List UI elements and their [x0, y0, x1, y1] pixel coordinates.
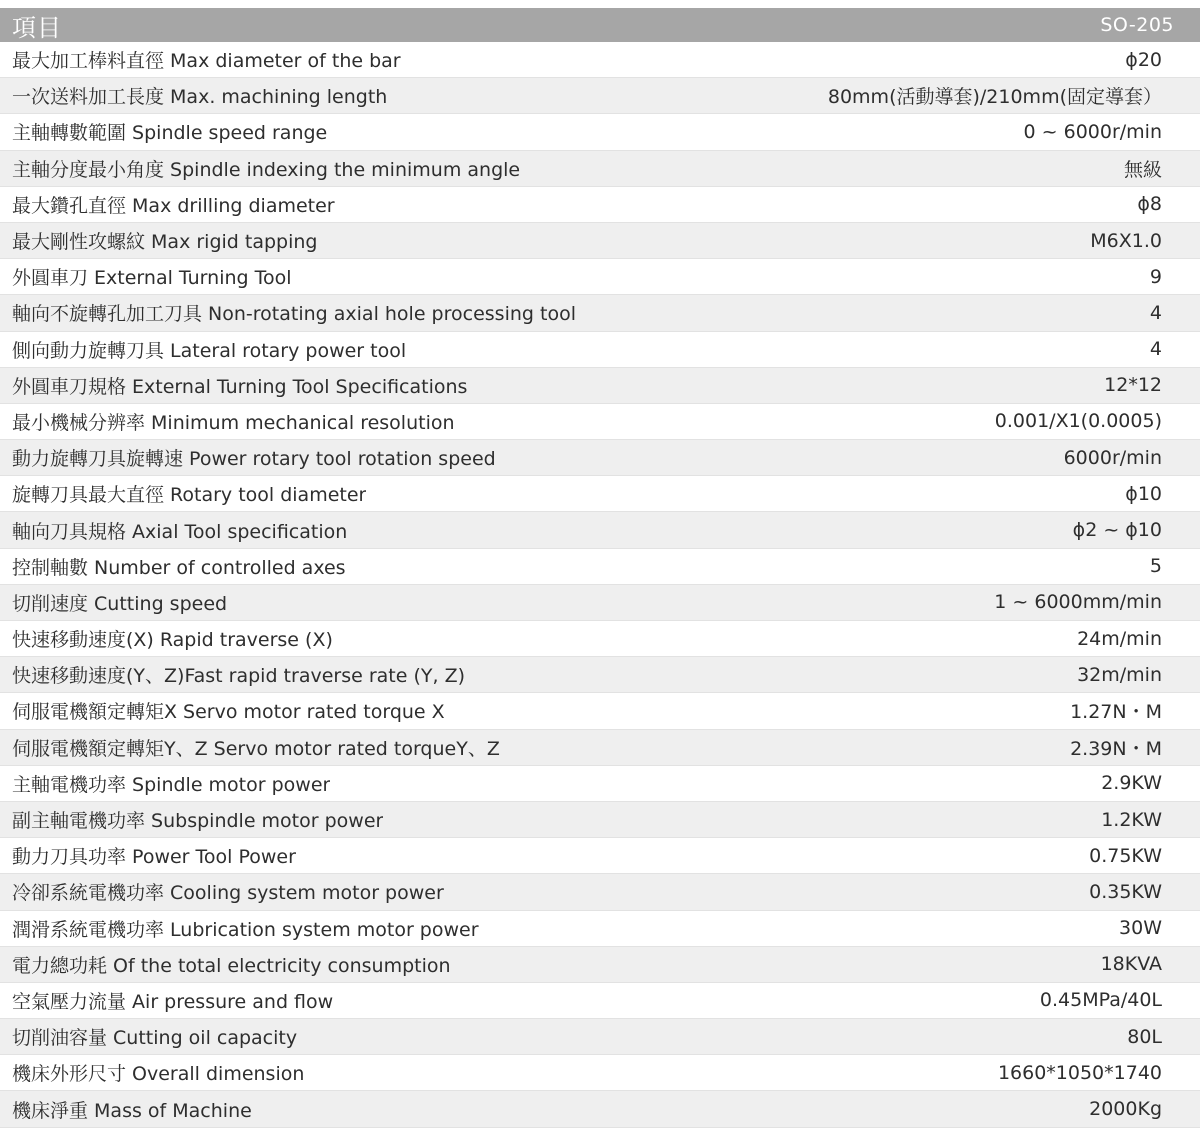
spec-label: 最小機械分辨率 Minimum mechanical resolution — [12, 411, 455, 434]
spec-label: 快速移動速度(X) Rapid traverse (X) — [12, 629, 333, 652]
spec-label: 軸向刀具規格 Axial Tool specification — [12, 520, 348, 543]
spec-label: 最大加工棒料直徑 Max diameter of the bar — [12, 50, 401, 73]
spec-value: 無級 — [1123, 158, 1162, 181]
spec-label: 機床外形尺寸 Overall dimension — [12, 1063, 305, 1086]
table-row — [0, 1091, 1200, 1127]
spec-label: 主軸電機功率 Spindle motor power — [12, 773, 331, 796]
spec-value: 0.45MPa/40L — [1039, 989, 1162, 1012]
spec-label: 副主軸電機功率 Subspindle motor power — [12, 810, 384, 833]
spec-value: 80mm(活動導套)/210mm(固定導套） — [827, 86, 1162, 109]
spec-label: 最大鑽孔直徑 Max drilling diameter — [12, 194, 335, 217]
table-row — [0, 1055, 1200, 1091]
spec-label: 外圓車刀 External Turning Tool — [12, 267, 292, 290]
spec-value: 4 — [1149, 338, 1162, 361]
spec-label: 空氣壓力流量 Air pressure and flow — [12, 990, 334, 1013]
spec-label: 一次送料加工長度 Max. machining length — [12, 86, 388, 109]
spec-label: 側向動力旋轉刀具 Lateral rotary power tool — [12, 339, 407, 362]
spec-label: 切削油容量 Cutting oil capacity — [12, 1027, 298, 1050]
spec-label: 軸向不旋轉孔加工刀具 Non-rotating axial hole processing tool — [12, 303, 576, 326]
table-row — [0, 838, 1200, 874]
table-row — [0, 766, 1200, 802]
spec-value: 2.9KW — [1101, 772, 1162, 795]
table-row — [0, 802, 1200, 838]
table-row — [0, 549, 1200, 585]
spec-value: 9 — [1149, 265, 1162, 288]
spec-value: 0.001/X1(0.0005) — [994, 410, 1162, 433]
spec-value: 1660*1050*1740 — [997, 1061, 1162, 1084]
spec-label: 電力總功耗 Of the total electricity consumption — [12, 954, 451, 977]
table-row — [0, 1019, 1200, 1055]
spec-value: 32m/min — [1077, 663, 1162, 686]
spec-value: 4 — [1149, 301, 1162, 324]
spec-label: 機床淨重 Mass of Machine — [12, 1099, 252, 1122]
header-item-label: 項目 — [12, 13, 62, 42]
spec-value: 1.2KW — [1101, 808, 1162, 831]
spec-value: 1.27N・M — [1070, 701, 1162, 724]
table-row — [0, 476, 1200, 512]
spec-label: 快速移動速度(Y、Z)Fast rapid traverse rate (Y, Z) — [12, 665, 465, 688]
table-row — [0, 404, 1200, 440]
table-row — [0, 693, 1200, 729]
spec-value: 1 ~ 6000mm/min — [994, 591, 1162, 614]
spec-label: 切削速度 Cutting speed — [12, 592, 228, 615]
table-row — [0, 295, 1200, 331]
table-row — [0, 332, 1200, 368]
table-row — [0, 730, 1200, 766]
table-row — [0, 187, 1200, 223]
spec-value: 2.39N・M — [1070, 737, 1162, 760]
spec-value: 5 — [1149, 555, 1162, 578]
spec-value: 18KVA — [1100, 953, 1162, 976]
table-row — [0, 657, 1200, 693]
table-row — [0, 621, 1200, 657]
spec-value: ϕ20 — [1125, 48, 1162, 71]
table-row — [0, 368, 1200, 404]
spec-label: 控制軸數 Number of controlled axes — [12, 556, 346, 579]
table-body — [0, 42, 1200, 1128]
spec-label: 外圓車刀規格 External Turning Tool Specifications — [12, 375, 468, 398]
spec-value: ϕ10 — [1125, 482, 1162, 505]
spec-label: 主軸轉數範圍 Spindle speed range — [12, 122, 328, 145]
table-row — [0, 223, 1200, 259]
spec-value: 80L — [1127, 1025, 1162, 1048]
table-row — [0, 983, 1200, 1019]
spec-label: 動力刀具功率 Power Tool Power — [12, 846, 296, 869]
table-row — [0, 874, 1200, 910]
table-row — [0, 42, 1200, 78]
spec-label: 伺服電機額定轉矩Y、Z Servo motor rated torqueY、Z — [12, 737, 500, 760]
spec-value: ϕ8 — [1137, 193, 1162, 216]
header-model-label: SO-205 — [1100, 14, 1174, 36]
spec-value: 2000Kg — [1089, 1098, 1162, 1121]
spec-label: 最大剛性攻螺紋 Max rigid tapping — [12, 231, 318, 254]
spec-value: 0.35KW — [1089, 880, 1162, 903]
table-row — [0, 259, 1200, 295]
table-row — [0, 114, 1200, 150]
spec-table — [0, 8, 1200, 1128]
spec-value: 0.75KW — [1089, 844, 1162, 867]
table-row — [0, 911, 1200, 947]
table-row — [0, 585, 1200, 621]
table-row — [0, 151, 1200, 187]
spec-value: 0 ~ 6000r/min — [1023, 120, 1162, 143]
spec-label: 旋轉刀具最大直徑 Rotary tool diameter — [12, 484, 367, 507]
spec-value: 24m/min — [1077, 627, 1162, 650]
table-row — [0, 78, 1200, 114]
spec-label: 動力旋轉刀具旋轉速 Power rotary tool rotation speed — [12, 448, 496, 471]
spec-label: 潤滑系統電機功率 Lubrication system motor power — [12, 918, 479, 941]
spec-value: ϕ2 ~ ϕ10 — [1072, 519, 1162, 542]
spec-label: 伺服電機額定轉矩X Servo motor rated torque X — [12, 701, 445, 724]
spec-value: 12*12 — [1104, 374, 1162, 397]
table-header — [0, 8, 1200, 42]
spec-label: 冷卻系統電機功率 Cooling system motor power — [12, 882, 444, 905]
table-row — [0, 440, 1200, 476]
spec-value: 6000r/min — [1063, 446, 1162, 469]
spec-value: M6X1.0 — [1090, 229, 1162, 252]
table-row — [0, 512, 1200, 548]
spec-value: 30W — [1119, 917, 1162, 940]
table-row — [0, 947, 1200, 983]
spec-label: 主軸分度最小角度 Spindle indexing the minimum angle — [12, 158, 521, 181]
